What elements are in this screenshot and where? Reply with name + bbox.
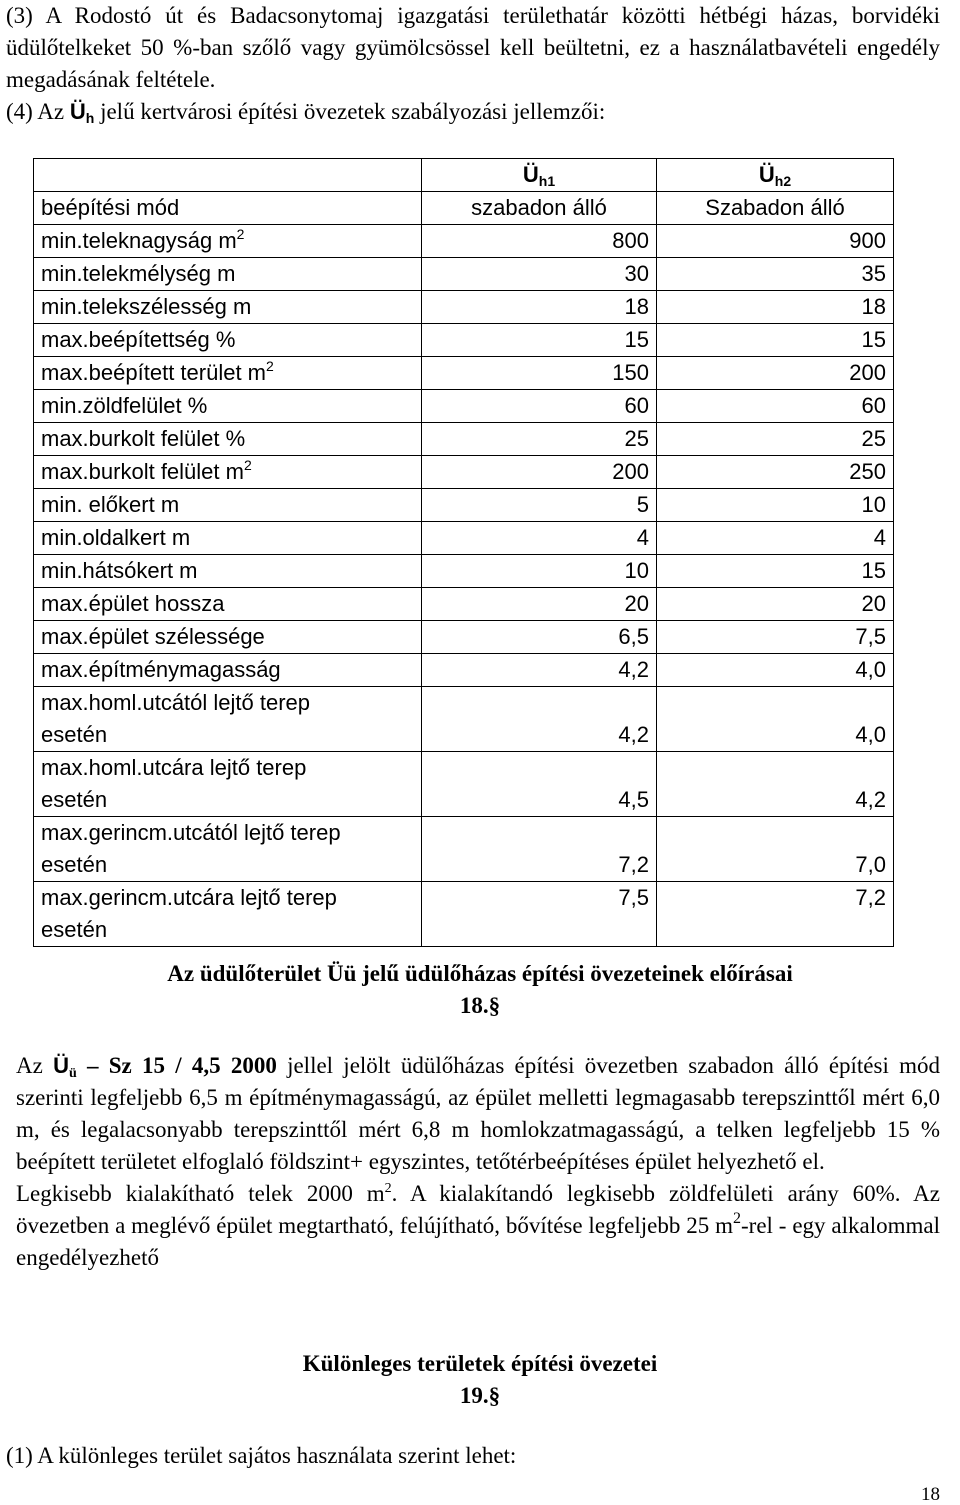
section-19-title: Különleges területek építési övezetei 19.§ [302, 1351, 658, 1408]
table-row [34, 654, 894, 687]
row-value-uh2: 15 [657, 555, 894, 588]
row-label: min.hátsókert m [34, 555, 422, 588]
row-label: max.gerincm.utcára lejtő terep esetén [34, 882, 422, 947]
row-value-uh2: 7,5 [657, 621, 894, 654]
row-label: beépítési mód [34, 192, 422, 225]
header-uh1: $Ü_{h1}$ [422, 159, 657, 192]
row-label: min.teleknagyság $m^2$ [34, 225, 422, 258]
row-value-uh2: 25 [657, 423, 894, 456]
row-label: max.beépítettség % [34, 324, 422, 357]
row-value-uh2: 10 [657, 489, 894, 522]
row-value-uh1: 4 [422, 522, 657, 555]
row-label: min.telekmélység m [34, 258, 422, 291]
section-18-title: Az üdülőterület Üü jelű üdülőházas építési övezeteinek előírásai 18.§ [167, 961, 793, 1018]
row-label: max.homl.utcára lejtő terep esetén [34, 752, 422, 817]
paragraph-3: (3) A Rodostó út és Badacsonytomaj igazgatási területhatár közötti hétbégi házas, borvidéki üdülőtelkeket 50 %-ban szőlő vagy gyümölcsössel kell beültetni, ez a használatbavételi engedély megadásának feltétele. [6, 3, 940, 92]
row-label: min.zöldfelület % [34, 390, 422, 423]
row-value-uh1: 4,2 [422, 687, 657, 752]
row-value-uh1: 800 [422, 225, 657, 258]
table-row [34, 687, 894, 752]
row-value-uh2: 20 [657, 588, 894, 621]
table-row [34, 489, 894, 522]
zoning-table [33, 158, 894, 947]
paragraph-4-prefix: (4) Az [6, 99, 70, 124]
row-label: max.burkolt felület $m^2$ [34, 456, 422, 489]
table-row [34, 192, 894, 225]
table-row [34, 357, 894, 390]
table-row [34, 588, 894, 621]
row-value-uh2: 60 [657, 390, 894, 423]
row-label: min. előkert m [34, 489, 422, 522]
table-row [34, 621, 894, 654]
row-value-uh2: 18 [657, 291, 894, 324]
row-label: max.épület szélessége [34, 621, 422, 654]
table-row [34, 456, 894, 489]
table-header-row [34, 159, 894, 192]
section-18-number: 18.§ [459, 993, 501, 1018]
row-value-uh2: 200 [657, 357, 894, 390]
row-label: max.épület hossza [34, 588, 422, 621]
row-value-uh1: 18 [422, 291, 657, 324]
table-row [34, 752, 894, 817]
row-label: min.oldalkert m [34, 522, 422, 555]
table-row [34, 324, 894, 357]
row-label: max.gerincm.utcától lejtő terep esetén [34, 817, 422, 882]
row-label: max.burkolt felület % [34, 423, 422, 456]
row-value-uh2: 4,2 [657, 752, 894, 817]
table-row [34, 817, 894, 882]
table-row [34, 522, 894, 555]
row-value-uh2: 4 [657, 522, 894, 555]
row-value-uh1: 6,5 [422, 621, 657, 654]
table-row [34, 882, 894, 947]
row-value-uh2: 7,0 [657, 817, 894, 882]
row-value-uh1: 4,2 [422, 654, 657, 687]
paragraph-4 [6, 96, 940, 128]
section-19-para-1: (1) A különleges terület sajátos használata szerint lehet: [6, 1443, 517, 1468]
section-19-number: 19.§ [459, 1383, 501, 1408]
row-value-uh1: 7,5 [422, 882, 657, 947]
header-uh2: $Ü_{h2}$ [657, 159, 894, 192]
row-value-uh1: 25 [422, 423, 657, 456]
row-label: max.építménymagasság [34, 654, 422, 687]
row-value-uh2: 4,0 [657, 687, 894, 752]
table-row [34, 258, 894, 291]
table-row [34, 390, 894, 423]
row-value-uh2: 900 [657, 225, 894, 258]
zone-code-uu: $Ü_ü$ – Sz 15 / 4,5 2000 [53, 1053, 277, 1081]
row-value-uh2: 35 [657, 258, 894, 291]
table-row [34, 423, 894, 456]
table-row [34, 291, 894, 324]
row-value-uh2: 15 [657, 324, 894, 357]
row-value-uh2: 7,2 [657, 882, 894, 947]
row-value-uh2: 4,0 [657, 654, 894, 687]
row-label: min.telekszélesség m [34, 291, 422, 324]
row-value-uh1: 10 [422, 555, 657, 588]
row-value-uh1: 4,5 [422, 752, 657, 817]
row-value-uh1: 15 [422, 324, 657, 357]
row-label: max.homl.utcától lejtő terep esetén [34, 687, 422, 752]
row-label: max.beépített terület $m^2$ [34, 357, 422, 390]
row-value-uh2: Szabadon álló [657, 192, 894, 225]
row-value-uh1: 7,2 [422, 817, 657, 882]
table-row [34, 225, 894, 258]
row-value-uh1: szabadon álló [422, 192, 657, 225]
row-value-uh2: 250 [657, 456, 894, 489]
zone-code: $Ü_h$ [69, 99, 95, 126]
paragraph-4-text: jelű kertvárosi építési övezetek szabályozási jellemzői: [94, 99, 606, 124]
table-row [34, 555, 894, 588]
row-value-uh1: 150 [422, 357, 657, 390]
row-value-uh1: 20 [422, 588, 657, 621]
row-value-uh1: 5 [422, 489, 657, 522]
header-empty-cell [34, 159, 422, 192]
row-value-uh1: 200 [422, 456, 657, 489]
page-number: 18 [921, 1484, 940, 1505]
row-value-uh1: 30 [422, 258, 657, 291]
row-value-uh1: 60 [422, 390, 657, 423]
section-18-body: Az $Ü_ü$ – Sz 15 / 4,5 2000 jellel jelölt üdülőházas építési övezetben szabadon álló építési mód szerinti legfeljebb 6,5 m építménymagasságú, az épület melletti legmagasabb terepszinttől mért 6,0 m, és legalacsonyabb terepszinttől mért 6,8 m homlokzatmagasságú, a telken legfeljebb 15 % beépített területet elfoglaló földszint+ egyszintes, tetőtérbeépítéses épület helyezhető el. Legkisebb kialakítható telek 2000 $m^2$. A kialakítandó legkisebb zöldfelületi arány 60%. Az övezetben a meglévő épület megtartható, felújítható, bővítése legfeljebb 25 $m^2$-rel - egy alkalommal engedélyezhető [16, 1053, 940, 1270]
